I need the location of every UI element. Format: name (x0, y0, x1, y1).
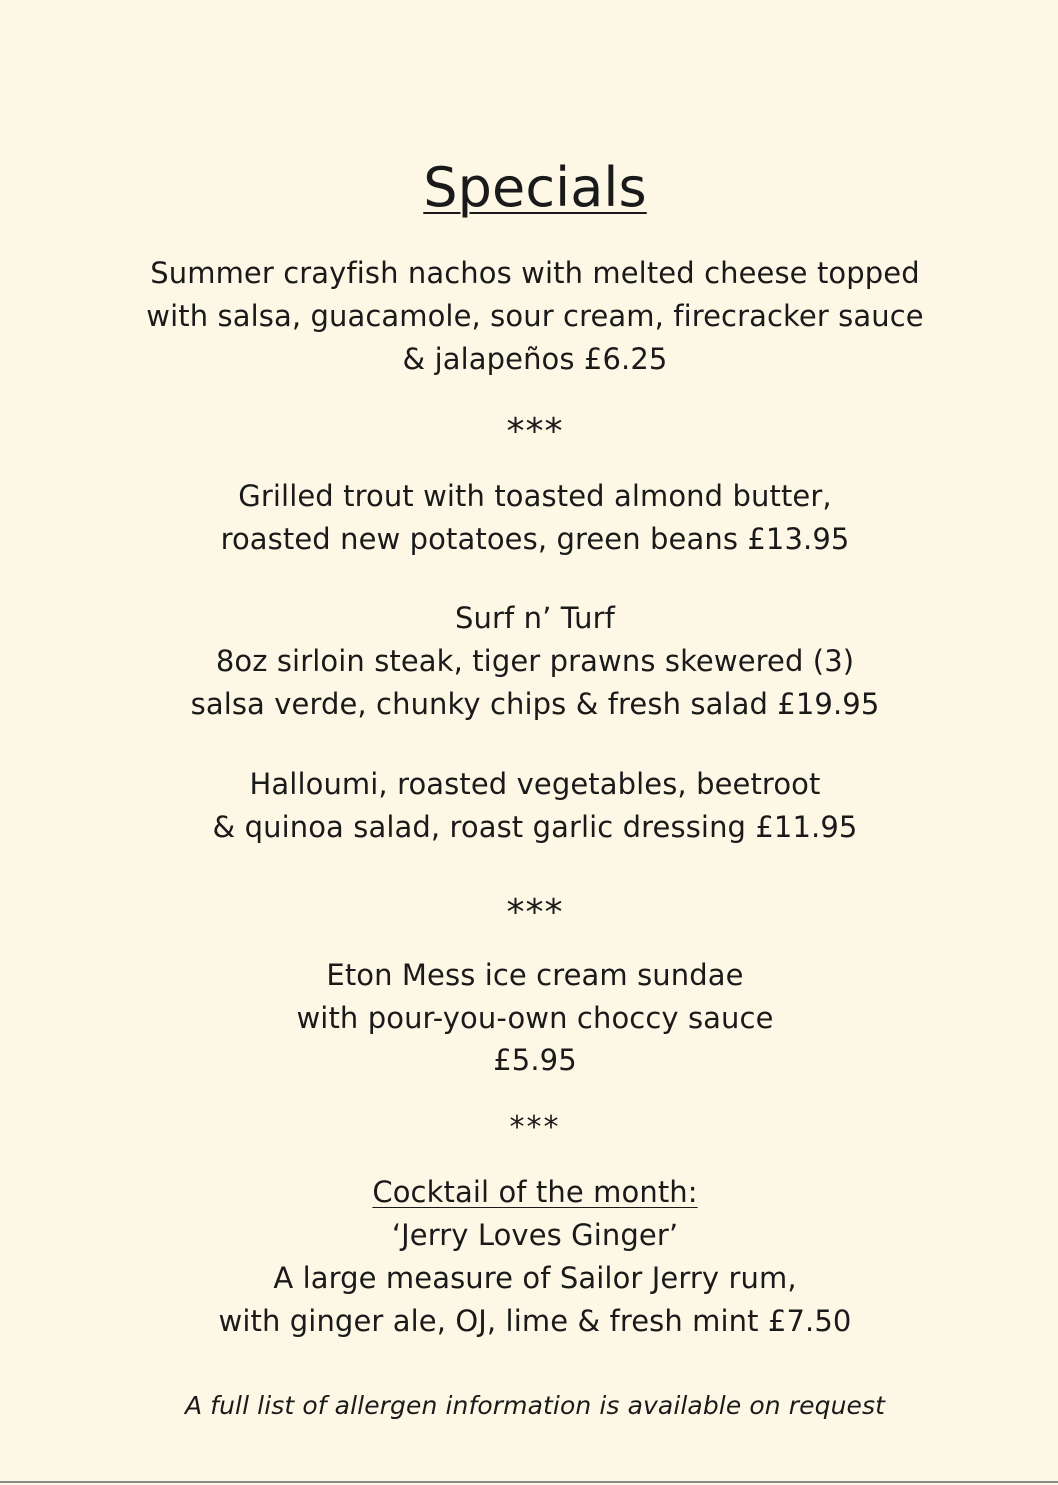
starter-line-1: Summer crayfish nachos with melted cheese topped (150, 256, 920, 290)
cocktail-line-2: with ginger ale, OJ, lime & fresh mint £7.50 (218, 1304, 852, 1338)
dessert-price: £5.95 (493, 1043, 577, 1077)
surf-turf-line-3: salsa verde, chunky chips & fresh salad £19.95 (190, 687, 880, 721)
halloumi-line-2: & quinoa salad, roast garlic dressing £11.95 (212, 810, 858, 844)
starter-line-2: with salsa, guacamole, sour cream, firecracker sauce (146, 299, 924, 333)
cocktail-heading (0, 1172, 1058, 1212)
separator-1: *** (506, 411, 564, 452)
halloumi-line-1: Halloumi, roasted vegetables, beetroot (249, 767, 821, 801)
trout-line-1: Grilled trout with toasted almond butter, (238, 479, 832, 513)
trout-line-2: roasted new potatoes, green beans £13.95 (220, 522, 850, 556)
dessert-line-1: Eton Mess ice cream sundae (326, 958, 744, 992)
starter-line-3: & jalapeños £6.25 (402, 342, 668, 376)
dessert-line-2: with pour-you-own choccy sauce (296, 1001, 774, 1035)
cocktail-heading-text: Cocktail of the month: (372, 1175, 698, 1209)
surf-turf-line-1: Surf n’ Turf (455, 601, 615, 635)
surf-turf-line-2: 8oz sirloin steak, tiger prawns skewered (3) (215, 644, 855, 678)
bottom-divider (0, 1481, 1058, 1483)
allergen-note: A full list of allergen information is available on request (184, 1391, 886, 1420)
cocktail-line-1: A large measure of Sailor Jerry rum, (273, 1261, 797, 1295)
cocktail-name: ‘Jerry Loves Ginger’ (391, 1218, 679, 1252)
separator-2: *** (506, 892, 564, 933)
separator-3: *** (509, 1110, 561, 1145)
page-title: Specials (423, 156, 647, 219)
